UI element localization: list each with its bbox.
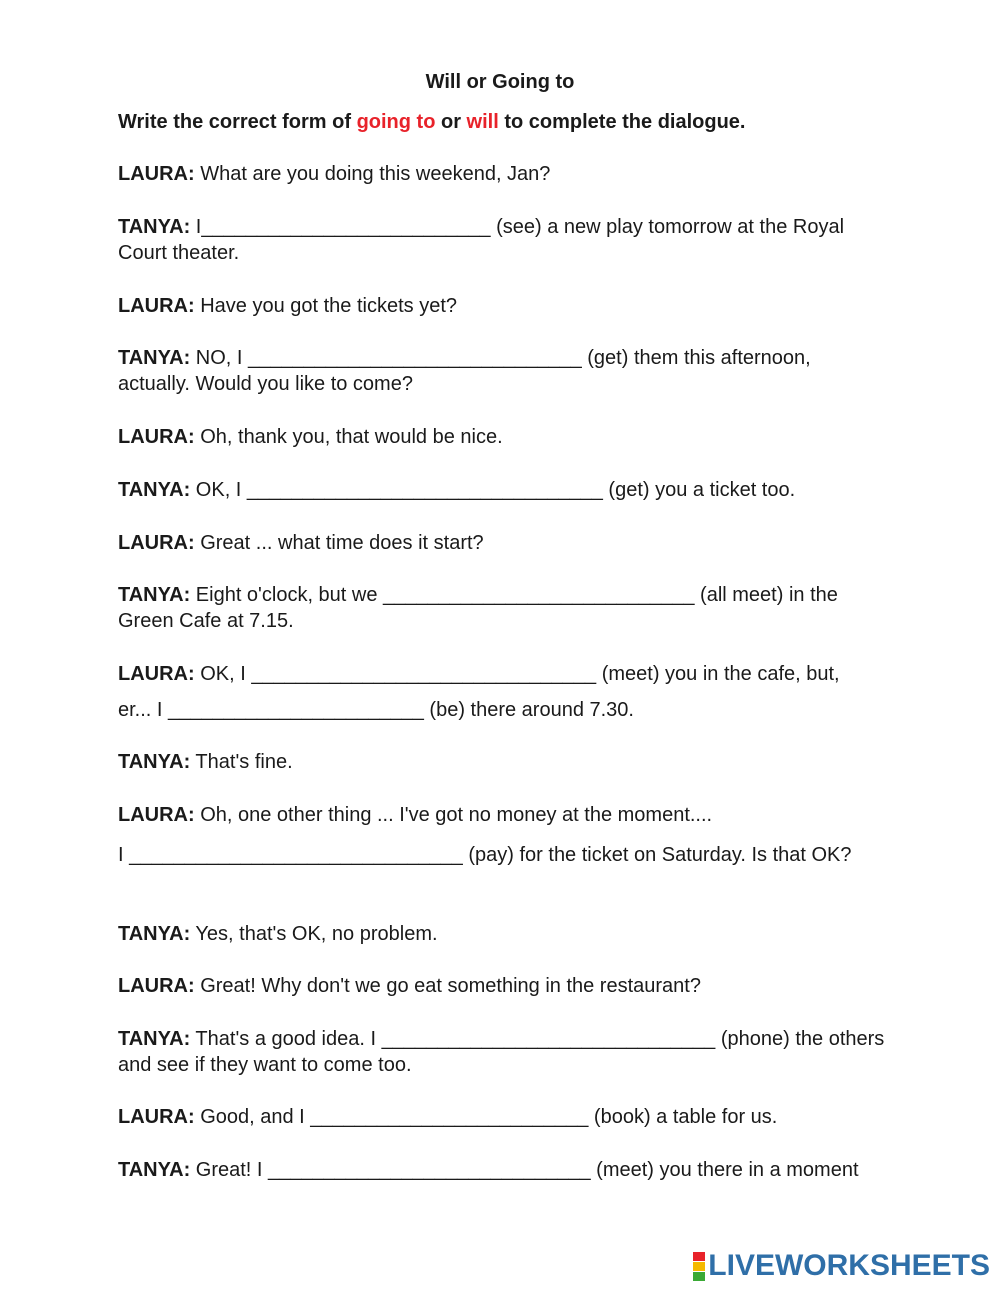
- dialogue-line: [118, 345, 888, 397]
- dialogue-line: [118, 161, 888, 187]
- dialogue-line: [118, 424, 888, 450]
- instruction-going-to: going to: [356, 111, 436, 133]
- dialogue-line: [118, 1026, 888, 1078]
- logo-cubes-icon: [693, 1252, 705, 1281]
- line-text: Great ... what time does it start?: [194, 532, 484, 554]
- dialogue-line: [118, 842, 888, 868]
- dialogue-line: [118, 921, 888, 947]
- dialogue-line: [118, 661, 888, 687]
- speaker: LAURA:: [118, 975, 195, 997]
- dialogue-line: [118, 293, 888, 319]
- line-text: Oh, thank you, that would be nice.: [194, 426, 503, 448]
- speaker: LAURA:: [118, 804, 195, 826]
- worksheet-title: Will or Going to: [425, 71, 575, 93]
- logo-cube: [693, 1272, 705, 1281]
- line-text: That's a good idea. I ______________________________ (phone) the others and see if they want to come too.: [118, 1028, 885, 1076]
- speaker: LAURA:: [118, 426, 195, 448]
- instruction-part1: Write the correct form of: [118, 111, 357, 133]
- line-text: I ______________________________ (pay) for the ticket on Saturday. Is that OK?: [118, 844, 852, 866]
- line-text: Oh, one other thing ... I've got no money at the moment....: [194, 804, 713, 826]
- speaker: TANYA:: [118, 1028, 191, 1050]
- instruction-part3: to complete the dialogue.: [498, 111, 746, 133]
- speaker: LAURA:: [118, 163, 195, 185]
- dialogue-line: [118, 1157, 888, 1183]
- line-text: er... I _______________________ (be) there around 7.30.: [118, 699, 634, 721]
- dialogue-line: [118, 973, 888, 999]
- dialogue-line: [118, 582, 888, 634]
- speaker: TANYA:: [118, 1159, 191, 1181]
- line-text: Have you got the tickets yet?: [194, 295, 458, 317]
- dialogue-line: [118, 1104, 888, 1130]
- dialogue-line: [118, 477, 888, 503]
- line-text: Eight o'clock, but we ____________________________ (all meet) in the Green Cafe at 7.15.: [118, 584, 838, 632]
- line-text: NO, I ______________________________ (get) them this afternoon, actually. Would you like to come?: [118, 347, 811, 395]
- line-text: Great! Why don't we go eat something in the restaurant?: [194, 975, 701, 997]
- brand-name: LIVEWORKSHEETS: [708, 1249, 990, 1282]
- dialogue-line: [118, 802, 888, 828]
- dialogue-line: [118, 749, 888, 775]
- line-text: OK, I ________________________________ (get) you a ticket too.: [190, 479, 796, 501]
- speaker: LAURA:: [118, 532, 195, 554]
- line-text: Great! I _____________________________ (meet) you there in a moment: [190, 1159, 859, 1181]
- line-text: What are you doing this weekend, Jan?: [194, 163, 551, 185]
- line-text: I__________________________ (see) a new play tomorrow at the Royal Court theater.: [118, 216, 845, 264]
- dialogue-line: [118, 697, 888, 723]
- liveworksheets-logo: [693, 1249, 990, 1283]
- instructions: [118, 111, 745, 134]
- line-text: OK, I _______________________________ (meet) you in the cafe, but,: [194, 663, 840, 685]
- speaker: TANYA:: [118, 923, 191, 945]
- speaker: TANYA:: [118, 216, 191, 238]
- speaker: TANYA:: [118, 584, 191, 606]
- speaker: LAURA:: [118, 663, 195, 685]
- speaker: TANYA:: [118, 479, 191, 501]
- line-text: Good, and I _________________________ (book) a table for us.: [194, 1106, 778, 1128]
- dialogue-line: [118, 530, 888, 556]
- instruction-will: will: [466, 111, 499, 133]
- dialogue-line: [118, 214, 888, 266]
- speaker: LAURA:: [118, 1106, 195, 1128]
- logo-cube: [693, 1262, 705, 1271]
- instruction-part2: or: [435, 111, 467, 133]
- speaker: TANYA:: [118, 751, 191, 773]
- speaker: TANYA:: [118, 347, 191, 369]
- logo-cube: [693, 1252, 705, 1261]
- line-text: That's fine.: [190, 751, 293, 773]
- speaker: LAURA:: [118, 295, 195, 317]
- line-text: Yes, that's OK, no problem.: [190, 923, 438, 945]
